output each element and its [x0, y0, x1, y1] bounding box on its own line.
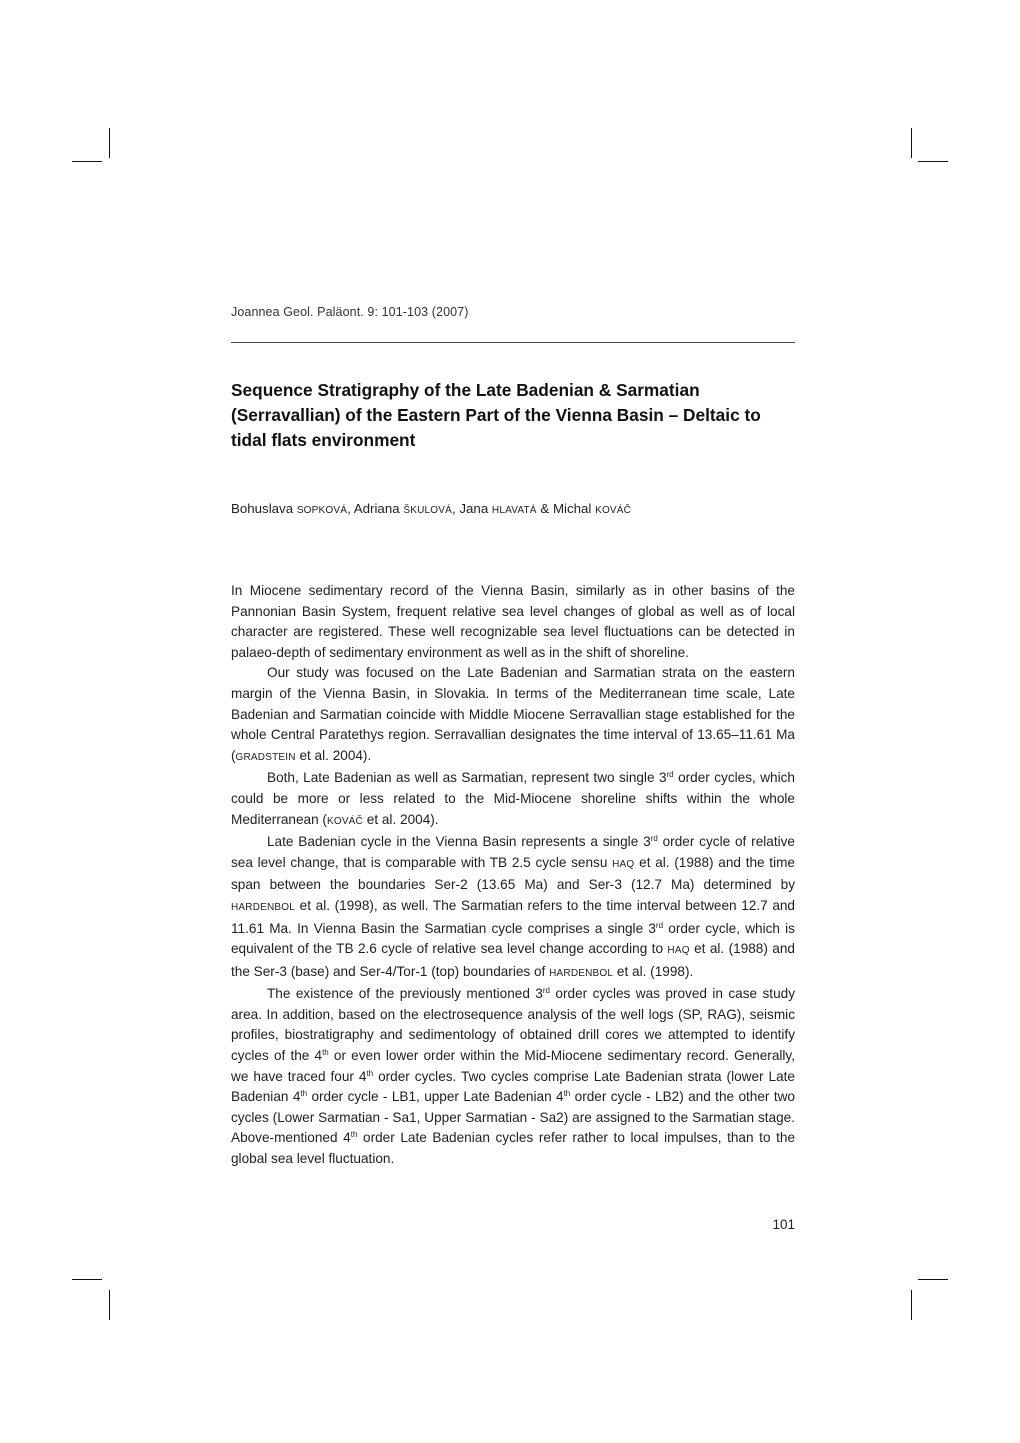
crop-mark-bottom-right-vertical [911, 1290, 912, 1320]
citation-author: HARDENBOL [231, 901, 296, 913]
crop-mark-top-right-horizontal [918, 161, 948, 162]
paragraph-2: Our study was focused on the Late Badenian and Sarmatian strata on the eastern margin of the Vienna Basin, in Slovakia. In terms of the Mediterranean time scale, Late Badenian and Sarmatian coincide with Middle Miocene Serravallian stage established for the whole Central Paratethys region. Serravallian designates the time interval of 13.65–11.61 Ma (GRADSTEIN et al. 2004). [231, 665, 795, 763]
citation-author: KOVÁČ [326, 815, 363, 827]
crop-mark-top-right-vertical [911, 128, 912, 158]
author-first-name: Adriana [353, 501, 400, 516]
superscript: rd [666, 770, 674, 780]
paragraph-4: Late Badenian cycle in the Vienna Basin represents a single 3rd order cycle of relative sea level change, that is comparable with TB 2.5 cycle sensu HAQ et al. (1988) and the time span between the boundaries Ser-2 (13.65 Ma) and Ser-3 (12.7 Ma) determined by HARDENBOL et al. (1998), as well. The Sarmatian refers to the time interval between 12.7 and 11.61 Ma. In Vienna Basin the Sarmatian cycle comprises a single 3rd order cycle, which is equivalent of the TB 2.6 cycle of relative sea level change according to HAQ et al. (1988) and the Ser-3 (base) and Ser-4/Tor-1 (top) boundaries of HARDENBOL et al. (1998). [231, 834, 795, 979]
superscript: rd [542, 986, 550, 996]
citation-author: GRADSTEIN [235, 751, 296, 763]
crop-mark-bottom-left-vertical [109, 1290, 110, 1320]
superscript: th [322, 1048, 329, 1058]
author-separator: , [451, 501, 460, 516]
paragraph-3: Both, Late Badenian as well as Sarmatian, represent two single 3rd order cycles, which could be more or less related to the Mid-Miocene shoreline shifts within the whole Mediterranean (KOVÁČ et al. 2004). [231, 770, 795, 827]
crop-mark-bottom-left-horizontal [72, 1279, 102, 1280]
author-list [231, 501, 631, 516]
article-title: Sequence Stratigraphy of the Late Badenian & Sarmatian (Serravallian) of the Eastern Part of the Vienna Basin – Deltaic to tidal flats environment [231, 380, 761, 450]
author-separator: , [347, 501, 354, 516]
article-body [231, 581, 795, 1170]
superscript: th [350, 1130, 358, 1140]
citation-author: HARDENBOL [549, 967, 614, 979]
crop-mark-top-left-horizontal [72, 161, 102, 162]
crop-mark-bottom-right-horizontal [918, 1279, 948, 1280]
author-last-name: SOPKOVÁ [296, 505, 348, 516]
author-first-name: Bohuslava [231, 501, 294, 516]
author-first-name: Michal [552, 501, 592, 516]
author-last-name: HLAVATÁ [491, 505, 537, 516]
paragraph-5: The existence of the previously mentioned 3rd order cycles was proved in case study area. In addition, based on the electrosequence analysis of the well logs (SP, RAG), seismic profiles, biostratigraphy and sedimentology of obtained drill cores we attempted to identify cycles of the 4th or even lower order within the Mid-Miocene sedimentary record. Generally, we have traced four 4th order cycles. Two cycles comprise Late Badenian strata (lower Late Badenian 4th order cycle - LB1, upper Late Badenian 4th order cycle - LB2) and the other two cycles (Lower Sarmatian - Sa1, Upper Sarmatian - Sa2) are assigned to the Sarmatian stage. Above-mentioned 4th order Late Badenian cycles refer rather to local impulses, than to the global sea level fluctuation. [231, 986, 796, 1167]
citation-author: HAQ [667, 945, 690, 957]
superscript: rd [655, 920, 664, 930]
superscript: th [366, 1068, 374, 1078]
author-last-name: ŠKULOVÁ [403, 505, 452, 516]
superscript: th [563, 1089, 571, 1099]
header-rule [231, 342, 795, 343]
author-last-name: KOVÁČ [595, 505, 632, 516]
crop-mark-top-left-vertical [109, 128, 110, 158]
superscript: rd [650, 834, 658, 844]
page-number: 101 [772, 1217, 795, 1232]
running-head: Joannea Geol. Paläont. 9: 101-103 (2007) [231, 305, 469, 319]
paragraph-1: In Miocene sedimentary record of the Vienna Basin, similarly as in other basins of the Pannonian Basin System, frequent relative sea level changes of global as well as of local character are registered. These well recognizable sea level fluctuations can be detected in palaeo-depth of sedimentary environment as well as in the shift of shoreline. [231, 583, 795, 660]
superscript: th [300, 1089, 308, 1099]
author-ampersand: & [536, 501, 553, 516]
citation-author: HAQ [612, 858, 635, 870]
author-first-name: Jana [459, 501, 489, 516]
